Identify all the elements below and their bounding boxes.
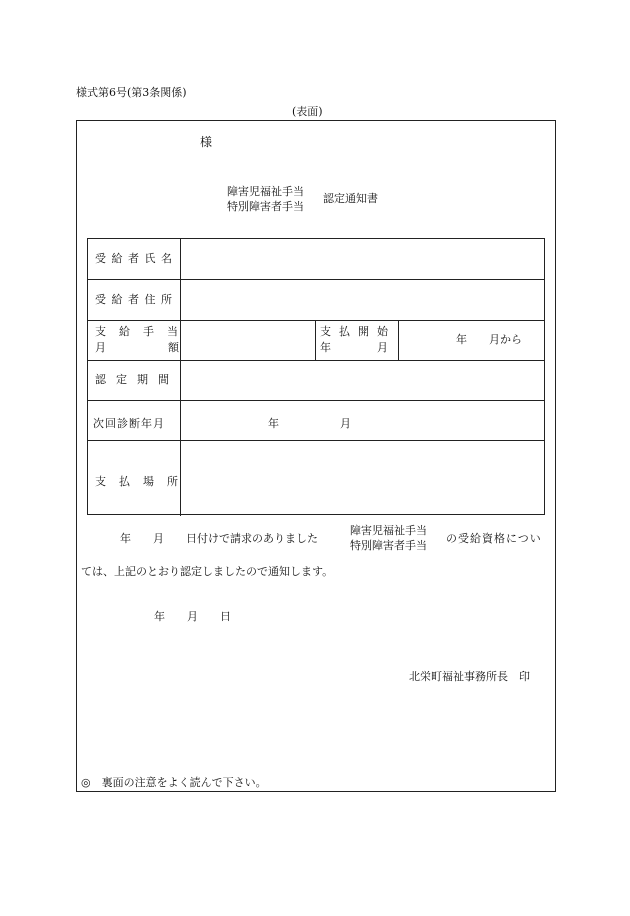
title-allowance-types	[227, 184, 304, 214]
next-diagnosis-month: 月	[340, 417, 351, 430]
recipient-suffix: 様	[200, 135, 213, 149]
title-notice: 認定通知書	[323, 192, 378, 205]
row-divider	[88, 279, 544, 280]
row-divider	[88, 400, 544, 401]
recipient-address-label: 受給者住所	[95, 293, 178, 306]
issue-date-line: 年 月 日	[154, 610, 231, 623]
body-date-prefix: 年 月 日付けで請求のありました	[120, 532, 318, 545]
row-divider	[88, 440, 544, 441]
payment-start-label-line2: 年月	[320, 341, 388, 354]
column-divider	[315, 320, 316, 360]
form-number: 様式第6号(第3条関係)	[76, 86, 187, 99]
row-divider	[88, 360, 544, 361]
column-divider	[398, 320, 399, 360]
certification-period-label: 認定期間	[95, 373, 179, 386]
payment-place-label: 支払場所	[95, 475, 191, 488]
payment-start-label-line1: 支払開始	[320, 325, 396, 338]
next-diagnosis-year: 年	[268, 417, 279, 430]
row-divider	[88, 320, 544, 321]
title-allowance-line1: 障害児福祉手当	[227, 185, 304, 198]
body-allowance-types	[350, 523, 427, 553]
body-allowance-line1: 障害児福祉手当	[350, 524, 427, 537]
issuer-name: 北栄町福祉事務所長 印	[409, 670, 530, 683]
body-line2: ては、上記のとおり認定しましたので通知します。	[81, 565, 334, 578]
next-diagnosis-label: 次回診断年月	[93, 417, 165, 430]
body-allowance-line2: 特別障害者手当	[350, 539, 427, 552]
side-label: (表面)	[292, 105, 323, 118]
monthly-amount-label-line2: 月額	[95, 341, 179, 354]
monthly-amount-label-line1: 支給手当	[95, 325, 191, 338]
payment-start-value: 年 月から	[456, 333, 522, 346]
recipient-name-label: 受給者氏名	[95, 252, 178, 265]
footer-note: ◎ 裏面の注意をよく読んで下さい。	[81, 776, 267, 789]
title-allowance-line2: 特別障害者手当	[227, 200, 304, 213]
body-suffix-line1: の受給資格につい	[446, 532, 542, 545]
